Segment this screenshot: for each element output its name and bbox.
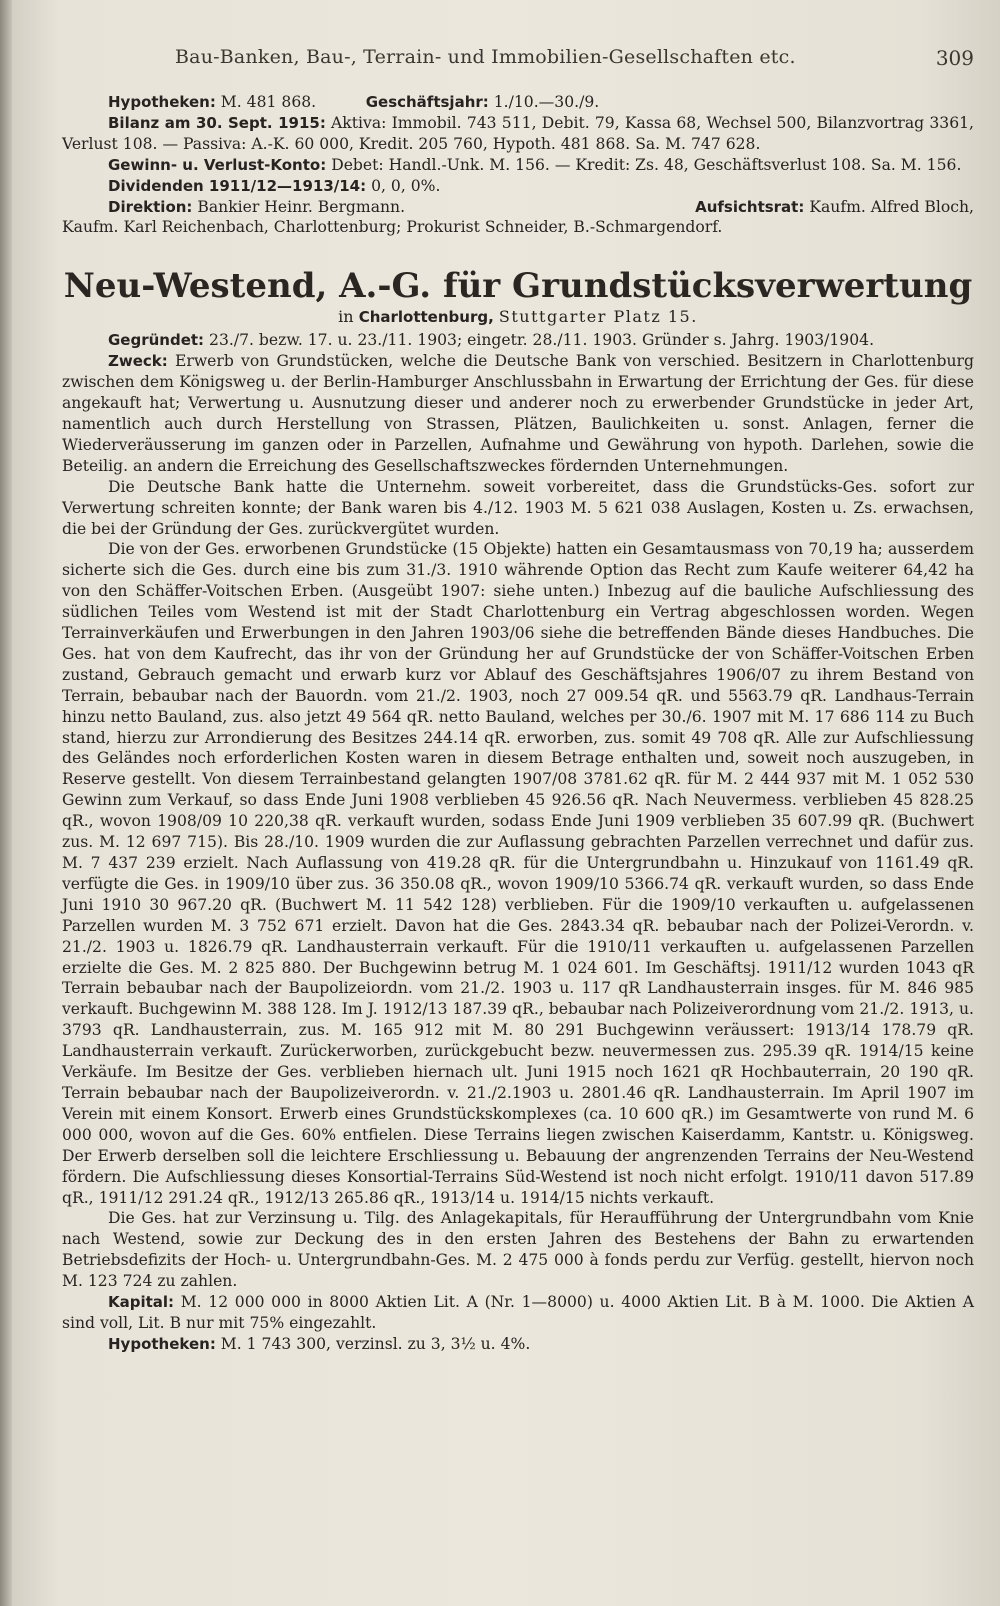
zweck-label: Zweck:	[108, 352, 168, 371]
dividenden-label: Dividenden 1911/12—1913/14:	[108, 176, 367, 195]
hypotheken-label: Hypotheken:	[108, 93, 216, 111]
bilanz-text: Aktiva: Immobil. 743 511, Debit. 79, Kassa 68, Wechsel 500, Bilanzvortrag 3361, Verlust 108. — Passiva: A.-K. 60 000, Kredit. 205 760, Hypoth. 481 868. Sa. M. 747 628.	[62, 113, 974, 153]
hypotheken-2-label: Hypotheken:	[108, 1334, 216, 1353]
aufsichtsrat-continuation: Kaufm. Karl Reichenbach, Charlottenburg; Prokurist Schneider, B.-Schmargendorf.	[62, 218, 723, 237]
gegruendet-paragraph	[62, 330, 974, 351]
direktion-line	[62, 197, 974, 218]
aufsichtsrat-label: Aufsichtsrat:	[695, 197, 805, 216]
gewinn-verlust-label: Gewinn- u. Verlust-Konto:	[108, 155, 327, 174]
geschaeftsjahr-label: Geschäftsjahr:	[365, 93, 489, 111]
page-header	[60, 46, 980, 74]
company-title: Neu-Westend, A.-G. für Grundstücksverwertung	[63, 266, 973, 307]
direktion-block	[62, 197, 405, 218]
hypotheken-2-text: M. 1 743 300, verzinsl. zu 3, 3½ u. 4%.	[220, 1334, 531, 1353]
hypotheken-2-line	[62, 1334, 974, 1355]
location-prefix: in	[338, 307, 354, 327]
dividenden-line	[62, 176, 974, 197]
kapital-label: Kapital:	[108, 1293, 175, 1312]
verzinsung-paragraph: Die Ges. hat zur Verzinsung u. Tilg. des Anlagekapitals, für Heraufführung der Untergrundbahn vom Knie nach Westend, sowie zur Deckung des in den ersten Jahren des Bestehens der Bahn zu erwartenden Betriebsdefizits der Hoch- u. Untergrundbahn-Ges. M. 2 475 000 à fonds perdu zur Verfüg. gestellt, hiervon noch M. 123 724 zu zahlen.	[62, 1209, 974, 1291]
direktion-value: Bankier Heinr. Bergmann.	[197, 197, 406, 216]
bilanz-label: Bilanz am 30. Sept. 1915:	[108, 113, 326, 132]
gewinn-verlust-paragraph	[62, 155, 974, 176]
direktion-label: Direktion:	[108, 197, 193, 216]
page-number: 309	[935, 46, 974, 70]
gegruendet-text: 23./7. bezw. 17. u. 23./11. 1903; eingetr. 28./11. 1903. Gründer s. Jahrg. 1903/1904.	[209, 331, 875, 350]
hypotheken-line	[62, 92, 974, 113]
zweck-paragraph	[62, 351, 974, 476]
running-head: Bau-Banken, Bau-, Terrain- und Immobilien-Gesellschaften etc.	[175, 46, 796, 68]
kapital-paragraph	[62, 1292, 974, 1334]
page-text	[62, 92, 974, 1355]
aufsichtsrat-value: Kaufm. Alfred Bloch,	[809, 197, 974, 216]
zweck-text: Erwerb von Grundstücken, welche die Deutsche Bank von verschied. Besitzern in Charlottenburg zwischen dem Königsweg u. der Berlin-Hamburger Anschlussbahn in Erwartung der Errichtung der Ges. für diese angekauft hat; Verwertung u. Ausnutzung dieser und anderer noch zu erwerbender Grundstücke in jeder Art, namentlich auch durch Herstellung von Strassen, Plätzen, Baulichkeiten u. sonst. Anlagen, ferner die Wiederveräusserung im ganzen oder in Parzellen, Aufnahme und Gewährung von hypoth. Darlehen, sowie die Beteilig. an andern die Erreichung des Gesellschaftszweckes fördernden Unternehmungen.	[62, 352, 974, 475]
bilanz-paragraph	[62, 113, 974, 155]
hypotheken-value: M. 481 868.	[220, 93, 317, 111]
gegruendet-label: Gegründet:	[108, 331, 205, 350]
location-city: Charlottenburg,	[358, 308, 494, 327]
location-address: Stuttgarter Platz 15.	[498, 307, 698, 327]
aufsichtsrat-block	[649, 197, 974, 218]
geschaeftsjahr-value: 1./10.—30./9.	[493, 93, 600, 111]
company-location	[62, 306, 974, 328]
dividenden-value: 0, 0, 0%.	[371, 176, 441, 195]
deutsche-bank-paragraph: Die Deutsche Bank hatte die Unternehm. soweit vorbereitet, dass die Grundstücks-Ges. sofort zur Verwertung schreiten konnte; der Bank waren bis 4./12. 1903 M. 5 621 038 Auslagen, Kosten u. Zs. erwachsen, die bei der Gründung der Ges. zurückvergütet wurden.	[62, 477, 974, 538]
book-spine-shadow	[0, 0, 12, 1606]
grundstuecke-paragraph: Die von der Ges. erworbenen Grundstücke (15 Objekte) hatten ein Gesamtausmass von 70,19 ha; ausserdem sicherte sich die Ges. durch eine bis zum 31./3. 1910 währende Option das Recht zum Kaufe weiterer 64,42 ha von den Schäffer-Voitschen Erben. (Ausgeübt 1907: siehe unten.) Inbezug auf die bauliche Aufschliessung des südlichen Teiles vom Westend ist mit der Stadt Charlottenburg ein Vertrag abgeschlossen worden. Wegen Terrainverkäufen und Erwerbungen in den Jahren 1903/06 siehe die betreffenden Bände dieses Handbuches. Die Ges. hat von dem Kaufrecht, das ihr von der Gründung her auf Grundstücke der von Schäffer-Voitschen Erben zustand, Gebrauch gemacht und erwarb kurz vor Ablauf des Geschäftsjahres 1906/07 zu ihrem Bestand von Terrain, bebaubar nach der Bauordn. vom 21./2. 1903, noch 27 009.54 qR. und 5563.79 qR. Landhaus-Terrain hinzu netto Bauland, zus. also jetzt 49 564 qR. netto Bauland, welches per 30./6. 1907 mit M. 17 686 114 zu Buch stand, hierzu zur Arrondierung des Besitzes 244.14 qR. erworben, zus. somit 49 708 qR. Alle zur Aufschliessung des Geländes noch erforderlichen Kosten waren in diesem Betrage enthalten und, soweit noch auszugeben, in Reserve gestellt. Von diesem Terrainbestand gelangten 1907/08 3781.62 qR. für M. 2 444 937 mit M. 1 052 530 Gewinn zum Verkauf, so dass Ende Juni 1908 verblieben 45 926.56 qR. Nach Neuvermess. verblieben 45 828.25 qR., wovon 1908/09 10 220,38 qR. verkauft wurden, sodass Ende Juni 1909 verblieben 35 607.99 qR. (Buchwert zus. M. 12 697 715). Bis 28./10. 1909 wurden die zur Auflassung gebrachten Parzellen verrechnet und dafür zus. M. 7 437 239 erzielt. Nach Auflassung von 419.28 qR. für die Untergrundbahn u. Hinzukauf von 1161.49 qR. verfügte die Ges. in 1909/10 über zus. 36 350.08 qR., wovon 1909/10 5366.74 qR. verkauft wurden, so dass Ende Juni 1910 30 967.20 qR. (Buchwert M. 11 542 128) verblieben. Für die 1909/10 verkauften u. aufgelassenen Parzellen wurden M. 3 752 671 erzielt. Davon hat die Ges. 2843.34 qR. bebaubar nach der Polizei-Verordn. v. 21./2. 1903 u. 1826.79 qR. Landhausterrain verkauft. Für die 1910/11 verkauften u. aufgelassenen Parzellen erzielte die Ges. M. 2 825 880. Der Buchgewinn betrug M. 1 024 601. Im Geschäftsj. 1911/12 wurden 1043 qR Terrain bebaubar nach der Baupolizeiordn. vom 21./2. 1903 u. 117 qR Landhausterrain insges. für M. 846 985 verkauft. Buchgewinn M. 388 128. Im J. 1912/13 187.39 qR., bebaubar nach Polizeiverordnung vom 21./2. 1913, u. 3793 qR. Landhausterrain, zus. M. 165 912 mit M. 80 291 Buchgewinn veräussert: 1913/14 178.79 qR. Landhausterrain verkauft. Zurückerworben, zurückgebucht bezw. neuvermessen zus. 295.39 qR. 1914/15 keine Verkäufe. Im Besitze der Ges. verblieben hiernach ult. Juni 1915 noch 1621 qR Hochbauterrain, 20 190 qR. Terrain bebaubar nach der Baupolizeiverordn. v. 21./2.1903 u. 2801.46 qR. Landhausterrain. Im April 1907 im Verein mit einem Konsort. Erwerb eines Grundstückskomplexes (ca. 10 600 qR.) im Gesamtwerte von rund M. 6 000 000, wovon auf die Ges. 60% entfielen. Diese Terrains liegen zwischen Kaiserdamm, Kantstr. u. Königsweg. Der Erwerb derselben soll die leichtere Erschliessung u. Bebauung der angrenzenden Terrains der Neu-Westend fördern. Die Aufschliessung dieses Konsortial-Terrains Süd-Westend ist noch nicht erfolgt. 1910/11 davon 517.89 qR., 1911/12 291.24 qR., 1912/13 265.86 qR., 1913/14 u. 1914/15 nichts verkauft.	[62, 540, 974, 1207]
gewinn-verlust-text: Debet: Handl.-Unk. M. 156. — Kredit: Zs. 48, Geschäftsverlust 108. Sa. M. 156.	[331, 155, 962, 174]
kapital-text: M. 12 000 000 in 8000 Aktien Lit. A (Nr. 1—8000) u. 4000 Aktien Lit. B à M. 1000. Die Aktien A sind voll, Lit. B nur mit 75% eingezahlt.	[62, 1293, 974, 1332]
